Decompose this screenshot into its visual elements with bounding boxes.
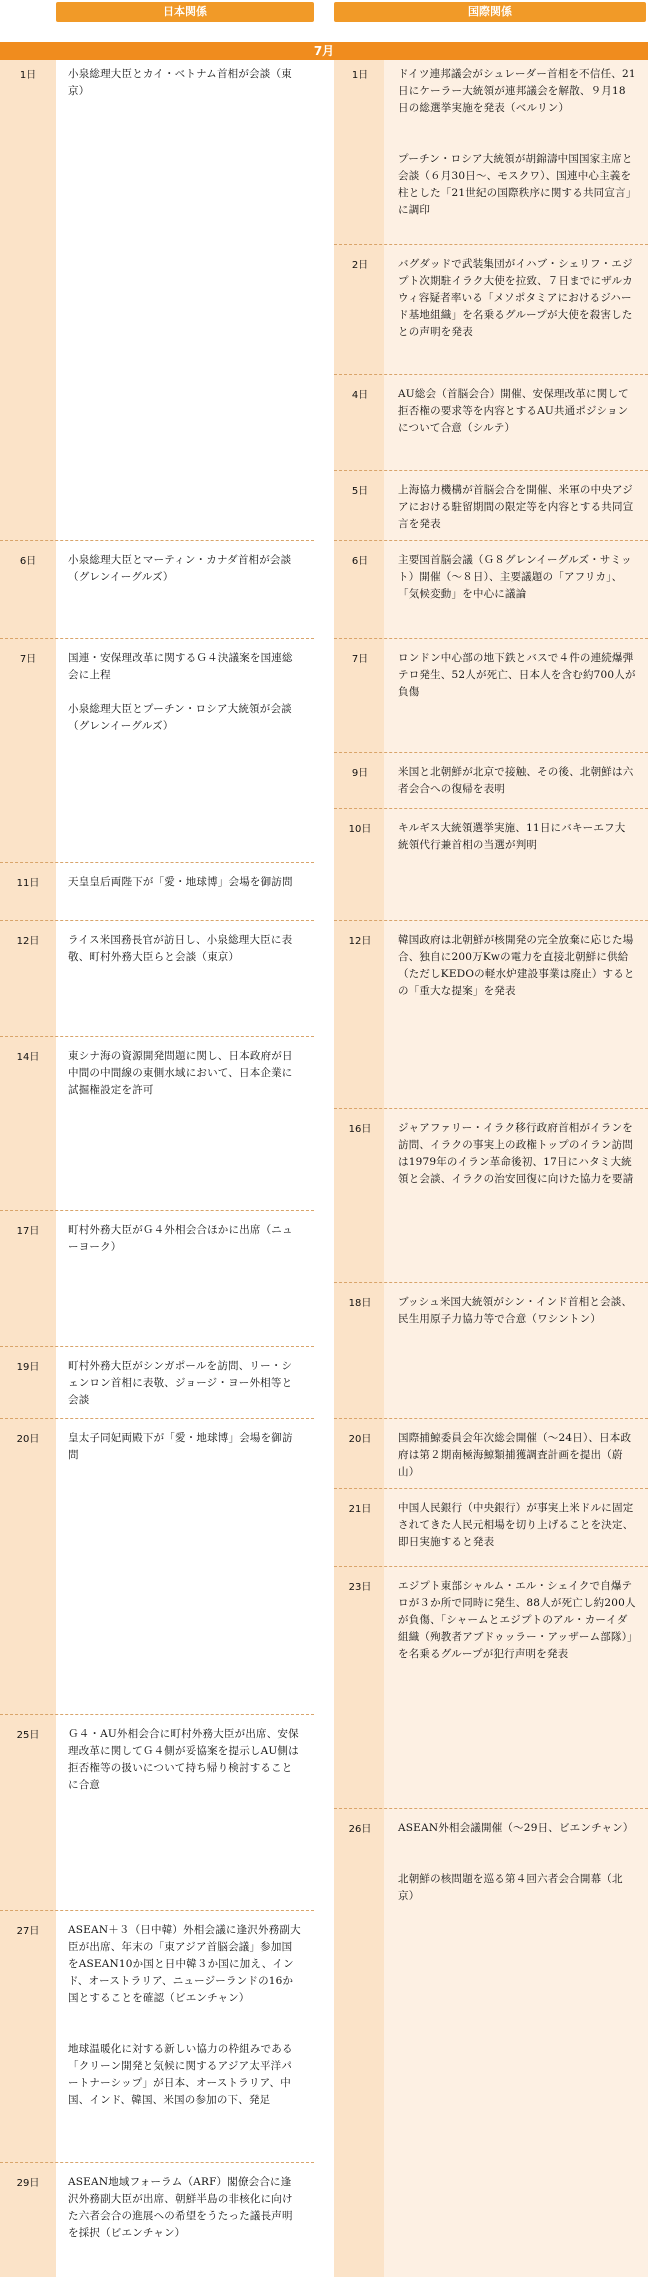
left-entry-text: ASEAN地域フォーラム（ARF）閣僚会合に逢沢外務副大臣が出席、朝鮮半島の非核化に向けた六者会合の進展への希望をうたった議長声明を採択（ビエンチャン） (68, 2176, 293, 2239)
chronology-table (0, 60, 648, 2277)
japan-relations-header: 日本関係 (56, 2, 314, 22)
left-entry-text: 国連・安保理改革に関するＧ４決議案を国連総会に上程 (68, 652, 293, 681)
right-entry-text: プーチン・ロシア大統領が胡錦濤中国国家主席と会談（６月30日～、モスクワ）、国連中心主義を柱とした「21世紀の国際秩序に関する共同宣言」に調印 (398, 153, 633, 216)
entry-separator (0, 638, 314, 639)
right-entry-date: 2日 (351, 260, 369, 271)
entry-separator (334, 808, 648, 809)
right-entry-date: 5日 (351, 486, 369, 497)
left-entry-date: 1日 (19, 70, 37, 81)
right-entry-text: 米国と北朝鮮が北京で接触、その後、北朝鮮は六者会合への復帰を表明 (398, 766, 634, 795)
entry-separator (0, 1418, 314, 1419)
entry-separator (334, 1108, 648, 1109)
left-entry-text: ライス米国務長官が訪日し、小泉総理大臣に表敬、町村外務大臣らと会談（東京） (68, 934, 293, 963)
left-entry-text: 町村外務大臣がシンガポールを訪問、リー・シェンロン首相に表敬、ジョージ・ヨー外相等と会談 (68, 1360, 293, 1406)
entry-separator (0, 1910, 314, 1911)
column-gap (314, 60, 334, 2277)
left-entry-date: 27日 (16, 1926, 40, 1937)
right-entry-date: 12日 (348, 936, 372, 947)
right-entry-date: 26日 (348, 1824, 372, 1835)
entry-separator (0, 540, 314, 541)
left-entry-date: 14日 (16, 1052, 40, 1063)
left-entry-text: 小泉総理大臣とマーティン・カナダ首相が会談（グレンイーグルズ） (68, 554, 292, 583)
right-entry-text: キルギス大統領選挙実施、11日にバキーエフ大統領代行兼首相の当選が判明 (398, 822, 626, 851)
right-entry-text: 主要国首脳会議（Ｇ８グレンイーグルズ・サミット）開催（～８日）、主要議題の「アフリカ」、「気候変動」を中心に議論 (398, 554, 632, 600)
right-entry-date: 9日 (351, 768, 369, 779)
right-entry-date: 7日 (351, 654, 369, 665)
left-entry-date: 20日 (16, 1434, 40, 1445)
entry-separator (0, 2162, 314, 2163)
right-entry-text: ジャアファリー・イラク移行政府首相がイランを訪問、イラクの事実上の政権トップのイラン訪問は1979年のイラン革命後初、17日にハタミ大統領と会談、イラクの治安回復に向けた協力を要請 (398, 1122, 634, 1185)
entry-separator (334, 1566, 648, 1567)
column-header-bar (0, 0, 648, 42)
left-entry-text: ASEAN＋３（日中韓）外相会議に逢沢外務副大臣が出席、年末の「東アジア首脳会議」参加国をASEAN10か国と日中韓３か国に加え、インド、オーストラリア、ニュージーランドの16か国とすることを確認（ビエンチャン） (68, 1924, 301, 2004)
right-entry-date: 6日 (351, 556, 369, 567)
entry-separator (334, 638, 648, 639)
entry-separator (334, 752, 648, 753)
right-entry-date: 4日 (351, 390, 369, 401)
right-entry-date: 23日 (348, 1582, 372, 1593)
entry-separator (334, 1418, 648, 1419)
right-entry-text: ASEAN外相会議開催（～29日、ビエンチャン） (398, 1822, 634, 1834)
right-entry-text: 上海協力機構が首脳会合を開催、米軍の中央アジアにおける駐留期間の限定等を内容とする共同宣言を発表 (398, 484, 634, 530)
month-banner: 7月 (0, 42, 648, 60)
entry-separator (334, 244, 648, 245)
entry-separator (334, 1808, 648, 1809)
right-entry-text: エジプト東部シャルム・エル・シェイクで自爆テロが３か所で同時に発生、88人が死亡し約200人が負傷、「シャームとエジプトのアル・カーイダ組織（殉教者アブドゥッラー・アッザーム部隊）」を名乗るグループが犯行声明を発表 (398, 1580, 636, 1660)
entry-separator (0, 1714, 314, 1715)
right-entry-text: 韓国政府は北朝鮮が核開発の完全放棄に応じた場合、独自に200万Kwの電力を直接北朝鮮に供給（ただしKEDOの軽水炉建設事業は廃止）するとの「重大な提案」を発表 (398, 934, 635, 997)
left-entry-text: 小泉総理大臣とプーチン・ロシア大統領が会談（グレンイーグルズ） (68, 703, 292, 732)
left-entry-text: 地球温暖化に対する新しい協力の枠組みである「クリーン開発と気候に関するアジア太平洋パートナーシップ」が日本、オーストラリア、中国、インド、韓国、米国の参加の下、発足 (68, 2043, 293, 2106)
left-entry-text: 町村外務大臣がＧ４外相会合ほかに出席（ニューヨーク） (68, 1224, 293, 1253)
entry-separator (334, 374, 648, 375)
entry-separator (0, 1036, 314, 1037)
right-entry-text: ドイツ連邦議会がシュレーダー首相を不信任、21日にケーラー大統領が連邦議会を解散、９月18日の総選挙実施を発表（ベルリン） (398, 68, 636, 114)
left-entry-date: 25日 (16, 1730, 40, 1741)
right-entry-date: 10日 (348, 824, 372, 835)
right-entry-text: ブッシュ米国大統領がシン・インド首相と会談、民生用原子力協力等で合意（ワシントン） (398, 1296, 633, 1325)
right-entry-date: 18日 (348, 1298, 372, 1309)
right-entry-text: AU総会（首脳会合）開催、安保理改革に関して拒否権の要求等を内容とするAU共通ポジションについて合意（シルテ） (398, 388, 629, 434)
right-entry-date: 20日 (348, 1434, 372, 1445)
right-entry-text: 中国人民銀行（中央銀行）が事実上米ドルに固定されてきた人民元相場を切り上げることを決定、即日実施すると発表 (398, 1502, 634, 1548)
entry-separator (334, 1488, 648, 1489)
left-entry-date: 6日 (19, 556, 37, 567)
entry-separator (0, 920, 314, 921)
entry-separator (334, 920, 648, 921)
left-entry-date: 7日 (19, 654, 37, 665)
international-relations-header: 国際関係 (334, 2, 646, 22)
left-entry-date: 19日 (16, 1362, 40, 1373)
entry-separator (334, 540, 648, 541)
right-entry-date: 1日 (351, 70, 369, 81)
right-entry-date: 21日 (348, 1504, 372, 1515)
left-entry-date: 17日 (16, 1226, 40, 1237)
entry-separator (0, 862, 314, 863)
left-entry-date: 11日 (16, 878, 40, 889)
left-entry-text: 東シナ海の資源開発問題に関し、日本政府が日中間の中間線の東側水域において、日本企業に試掘権設定を許可 (68, 1050, 293, 1096)
right-entry-date: 16日 (348, 1124, 372, 1135)
right-entry-text: ロンドン中心部の地下鉄とバスで４件の連続爆弾テロ発生、52人が死亡、日本人を含む約700人が負傷 (398, 652, 636, 698)
left-entry-text: 小泉総理大臣とカイ・ベトナム首相が会談（東京） (68, 68, 292, 97)
right-entry-text: 北朝鮮の核問題を巡る第４回六者会合開幕（北京） (398, 1873, 623, 1902)
left-entry-text: Ｇ４・AU外相会合に町村外務大臣が出席、安保理改革に関してＧ４側が妥協案を提示しAU側は拒否権等の扱いについて持ち帰り検討することに合意 (68, 1728, 299, 1791)
left-entry-date: 12日 (16, 936, 40, 947)
left-date-column (0, 60, 56, 2277)
entry-separator (0, 1210, 314, 1211)
entry-separator (0, 1346, 314, 1347)
entry-separator (334, 470, 648, 471)
left-entry-date: 29日 (16, 2178, 40, 2189)
right-entry-text: バグダッドで武装集団がイハブ・シェリフ・エジプト次期駐イラク大使を拉致、７日までにザルカウィ容疑者率いる「メソポタミアにおけるジハード基地組織」を名乗るグループが大使を殺害したとの声明を発表 (398, 258, 633, 338)
right-entry-text: 国際捕鯨委員会年次総会開催（～24日）、日本政府は第２期南極海鯨類捕獲調査計画を提出（蔚山） (398, 1432, 632, 1478)
left-entry-text: 天皇皇后両陛下が「愛・地球博」会場を御訪問 (68, 876, 293, 888)
entry-separator (334, 1282, 648, 1283)
left-entry-text: 皇太子同妃両殿下が「愛・地球博」会場を御訪問 (68, 1432, 293, 1461)
